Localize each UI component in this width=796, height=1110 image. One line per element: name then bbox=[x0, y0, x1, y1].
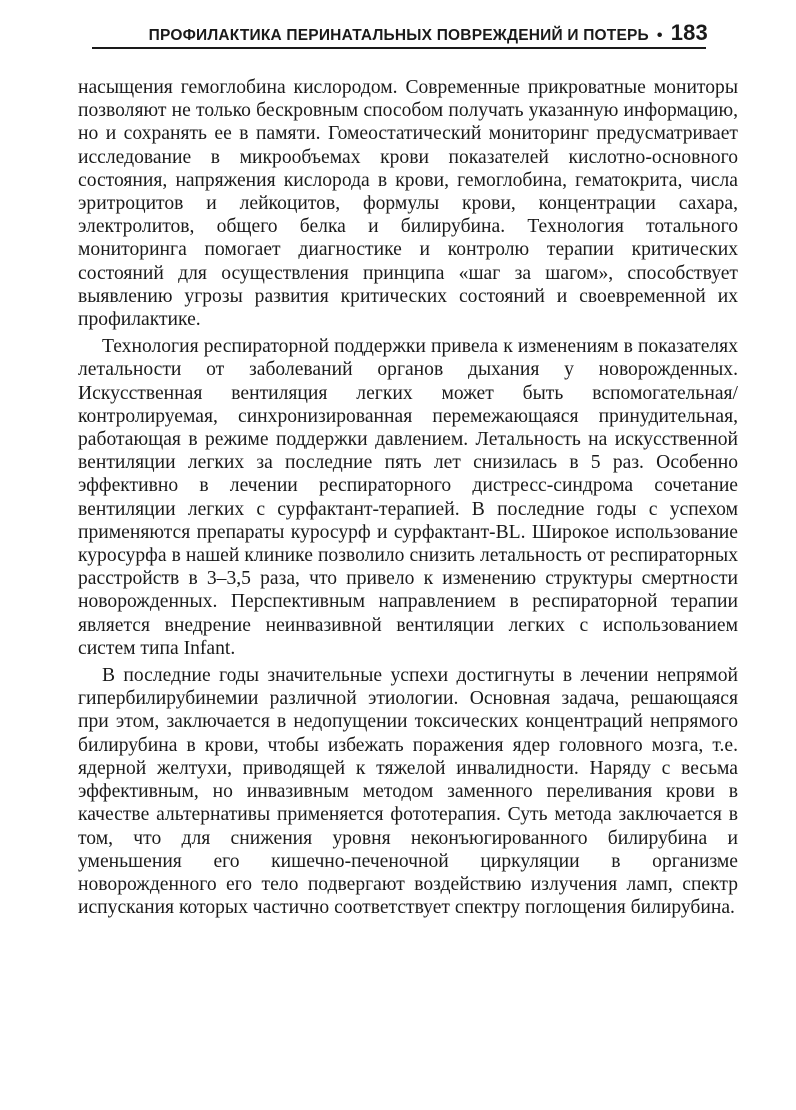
paragraph-hyperbilirubinemia: В последние годы значительные успехи достигнуты в лечении непрямой гипербилирубинемии различной этиологии. Основная задача, решающаяся при этом, заключается в недопущении токсических концентраций непрямого билирубина в крови, чтобы избежать поражения ядер головного мозга, т.е. ядерной желтухи, приводящей к тяжелой инвалидности. Наряду с весьма эффективным, но инвазивным методом заменного переливания крови в качестве альтернативы применяется фототерапия. Суть метода заключается в том, что для снижения уровня неконъюгированного билирубина и уменьшения его кишечно-печеночной циркуляции в организме новорожденного его тело подвергают воздействию излучения ламп, спектр испускания которых частично соответствует спектру поглощения билирубина. bbox=[78, 665, 738, 919]
paragraph-respiratory-support: Технология респираторной поддержки привела к изменениям в показателях летальности от заболеваний органов дыхания у новорожденных. Искусственная вентиляция легких может быть вспомогательная/контролируемая, синхронизированная перемежающаяся принудительная, работающая в режиме поддержки давлением. Летальность на искусственной вентиляции легких за последние пять лет снизилась в 5 раз. Особенно эффективно в лечении респираторного дистресс-синдрома сочетание вентиляции легких с сурфактант-терапией. В последние годы с успехом применяются препараты куросурф и сурфактант-BL. Широкое использование куросурфа в нашей клинике позволило снизить летальность от респираторных расстройств в 3–3,5 раза, что привело к изменению структуры смертности новорожденных. Перспективным направлением в респираторной терапии является внедрение неинвазивной вентиляции легких с использованием систем типа Infant. bbox=[78, 336, 738, 659]
running-title: ПРОФИЛАКТИКА ПЕРИНАТАЛЬНЫХ ПОВРЕЖДЕНИЙ И ПОТЕРЬ bbox=[148, 27, 649, 44]
paragraph-continued: насыщения гемоглобина кислородом. Современные прикроватные мониторы позволяют не только бескровным способом получать указанную информацию, но и сохранять ее в памяти. Гомеостатический мониторинг предусматривает исследование в микрообъемах крови показателей кислотно-основного состояния, напряжения кислорода в крови, гемоглобина, гематокрита, числа эритроцитов и лейкоцитов, формулы крови, концентрации сахара, электролитов, общего белка и билирубина. Технология тотального мониторинга помогает диагностике и контролю терапии критических состояний для осуществления принципа «шаг за шагом», способствует выявлению угрозы развития критических состояний и своевременной их профилактике. bbox=[78, 77, 738, 331]
page-number: 183 bbox=[670, 20, 708, 45]
body-text bbox=[78, 76, 738, 919]
header-rule bbox=[92, 47, 706, 49]
running-head bbox=[149, 20, 708, 46]
bullet-separator: • bbox=[656, 27, 663, 44]
